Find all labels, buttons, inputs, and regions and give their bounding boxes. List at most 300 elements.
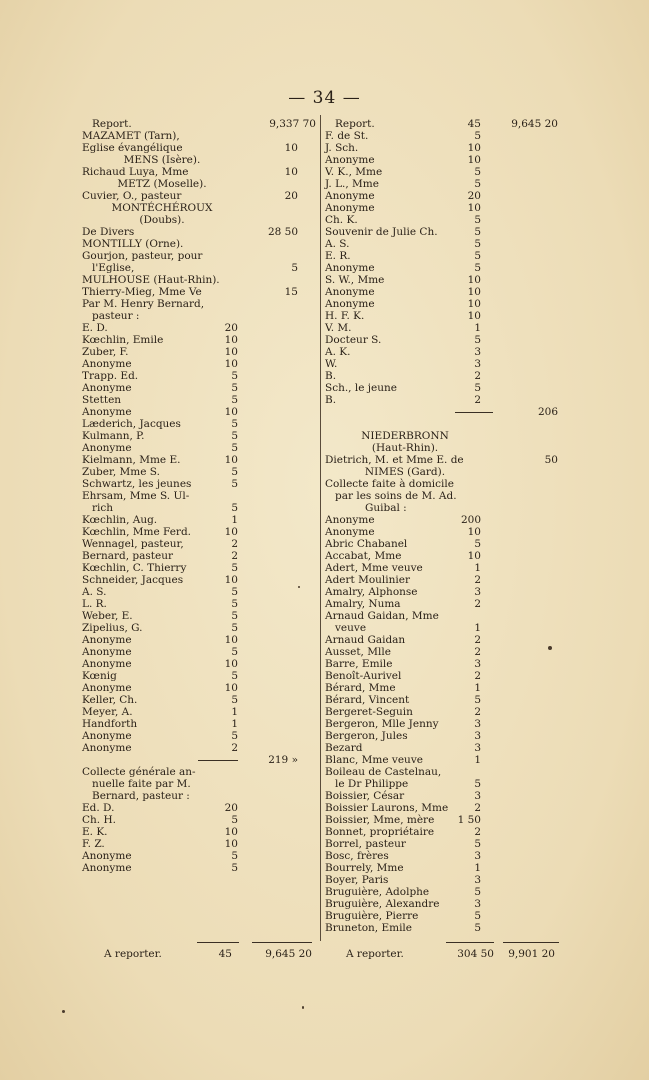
entry-label: Anonyme [325, 526, 375, 538]
entry-amount: 2 [474, 634, 481, 646]
entry-amount: 3 [474, 586, 481, 598]
entry-label: Bernard, pasteur : [92, 790, 190, 802]
entry-label: Ed. D. [82, 802, 115, 814]
entry-label: Amalry, Numa [325, 598, 401, 610]
ledger-row [82, 526, 318, 538]
ledger-row [325, 310, 562, 322]
entry-label: Anonyme [325, 202, 375, 214]
entry-amount: 2 [474, 646, 481, 658]
entry-amount: 5 [231, 622, 238, 634]
entry-label: Kœnig [82, 670, 117, 682]
ledger-row [82, 742, 318, 754]
entry-label: METZ (Moselle). [117, 178, 207, 190]
entry-label: H. F. K. [325, 310, 365, 322]
entry-amount: 10 [224, 454, 238, 466]
ledger-row [82, 310, 318, 322]
entry-amount: 20 [224, 802, 238, 814]
entry-amount: 5 [231, 382, 238, 394]
ledger-row [82, 814, 318, 826]
entry-label: S. W., Mme [325, 274, 385, 286]
entry-amount: 50 [544, 454, 558, 466]
entry-label: pasteur : [92, 310, 140, 322]
entry-label: Kulmann, P. [82, 430, 145, 442]
entry-amount: 5 [231, 394, 238, 406]
entry-label: A. K. [325, 346, 351, 358]
entry-amount: 5 [474, 226, 481, 238]
entry-amount: 10 [224, 346, 238, 358]
entry-label: L. R. [82, 598, 107, 610]
entry-amount: 1 [474, 622, 481, 634]
entry-amount: 10 [467, 298, 481, 310]
entry-label: nuelle faite par M. [92, 778, 191, 790]
entry-label: Report. [92, 118, 132, 130]
entry-amount: 5 [231, 862, 238, 874]
ledger-row [325, 394, 562, 406]
entry-amount: 10 [467, 550, 481, 562]
entry-amount: 20 [467, 190, 481, 202]
ledger-row [325, 214, 562, 226]
entry-label: Zipelius, G. [82, 622, 143, 634]
ledger-row [325, 670, 562, 682]
ledger-row [325, 862, 562, 874]
entry-label: Boissier, César [325, 790, 405, 802]
ledger-row [325, 910, 562, 922]
ledger-row [82, 382, 318, 394]
entry-amount: 2 [231, 742, 238, 754]
ledger-row [325, 922, 562, 934]
ledger-row [82, 694, 318, 706]
subtotal-rule [198, 760, 238, 761]
entry-label: Guibal : [365, 502, 407, 514]
ledger-row [325, 322, 562, 334]
ledger-row [325, 634, 562, 646]
entry-amount: 5 [474, 778, 481, 790]
ledger-row [82, 190, 318, 202]
entry-label: Blanc, Mme veuve [325, 754, 423, 766]
entry-label: Kœchlin, C. Thierry [82, 562, 187, 574]
entry-label: Ch. K. [325, 214, 358, 226]
entry-label: Eglise évangélique [82, 142, 183, 154]
entry-amount: 2 [231, 538, 238, 550]
ledger-row [325, 370, 562, 382]
entry-label: Weber, E. [82, 610, 133, 622]
ledger-row [325, 838, 562, 850]
entry-label: Kœchlin, Aug. [82, 514, 158, 526]
ledger-row [82, 478, 318, 490]
ledger-row [82, 118, 318, 130]
ledger-row [82, 286, 318, 298]
ledger-row [325, 718, 562, 730]
entry-label: Zuber, Mme S. [82, 466, 160, 478]
entry-amount: 10 [224, 826, 238, 838]
entry-amount: 9,337 70 [269, 118, 316, 130]
ledger-row [325, 598, 562, 610]
entry-label: le Dr Philippe [335, 778, 409, 790]
entry-label: Bruguière, Alexandre [325, 898, 440, 910]
entry-label: Bourrely, Mme [325, 862, 404, 874]
ledger-row [325, 898, 562, 910]
entry-amount: 10 [467, 274, 481, 286]
entry-amount: 3 [474, 658, 481, 670]
entry-label: Arnaud Gaidan, Mme [325, 610, 439, 622]
ink-speck [302, 1006, 304, 1009]
entry-label: Report. [335, 118, 375, 130]
entry-label: Gourjon, pasteur, pour [82, 250, 203, 262]
entry-label: MENS (Isère). [123, 154, 201, 166]
entry-label: Bergeron, Jules [325, 730, 408, 742]
ledger-row [82, 502, 318, 514]
ledger-row [325, 754, 562, 766]
entry-amount: 1 [231, 514, 238, 526]
entry-amount: 2 [474, 826, 481, 838]
entry-label: Kielmann, Mme E. [82, 454, 181, 466]
entry-amount: 5 [474, 178, 481, 190]
ledger-row [82, 154, 318, 166]
entry-label: Bruguière, Adolphe [325, 886, 430, 898]
ledger-row [82, 538, 318, 550]
entry-label: B. [325, 394, 337, 406]
entry-label: Anonyme [82, 358, 132, 370]
entry-label: veuve [335, 622, 367, 634]
entry-amount: 1 [474, 562, 481, 574]
entry-label: Anonyme [82, 442, 132, 454]
ledger-row [82, 718, 318, 730]
entry-label: Bosc, frères [325, 850, 389, 862]
ledger-row [82, 790, 318, 802]
entry-label: Bérard, Vincent [325, 694, 410, 706]
footer-rule-left-subtotal [197, 942, 239, 943]
entry-amount: 10 [467, 154, 481, 166]
entry-label: Barre, Emile [325, 658, 393, 670]
ledger-row [325, 502, 562, 514]
ledger-row [325, 142, 562, 154]
entry-amount: 10 [224, 526, 238, 538]
footer-rule-right-total [503, 942, 559, 943]
entry-amount: 3 [474, 718, 481, 730]
ledger-row [325, 682, 562, 694]
entry-label: Stetten [82, 394, 122, 406]
entry-label: F. Z. [82, 838, 105, 850]
entry-amount: 5 [474, 910, 481, 922]
ledger-row [82, 778, 318, 790]
entry-amount: 10 [284, 166, 298, 178]
entry-amount: 3 [474, 874, 481, 886]
ink-speck [548, 646, 552, 650]
ledger-row [82, 454, 318, 466]
entry-amount: 5 [474, 922, 481, 934]
entry-label: (Haut-Rhin). [371, 442, 439, 454]
entry-label: V. K., Mme [325, 166, 383, 178]
entry-label: Meyer, A. [82, 706, 133, 718]
ledger-row [82, 274, 318, 286]
entry-label: Amalry, Alphonse [325, 586, 418, 598]
entry-label: Anonyme [82, 382, 132, 394]
entry-amount: 1 [474, 322, 481, 334]
entry-amount: 2 [474, 394, 481, 406]
entry-amount: 5 [231, 478, 238, 490]
entry-amount: 5 [474, 214, 481, 226]
entry-label: Abric Chabanel [325, 538, 408, 550]
entry-amount: 1 [474, 862, 481, 874]
entry-label: F. de St. [325, 130, 369, 142]
entry-amount: 10 [224, 838, 238, 850]
ledger-row [325, 526, 562, 538]
entry-label: Bernard, pasteur [82, 550, 173, 562]
entry-amount: 3 [474, 742, 481, 754]
entry-label: E. K. [82, 826, 108, 838]
entry-amount: 3 [474, 898, 481, 910]
entry-label: l'Eglise, [92, 262, 135, 274]
ledger-row [82, 334, 318, 346]
entry-amount: 5 [231, 586, 238, 598]
entry-amount: 2 [474, 802, 481, 814]
entry-label: Ch. H. [82, 814, 116, 826]
entry-amount: 3 [474, 850, 481, 862]
ledger-row [325, 610, 562, 622]
ledger-row [325, 130, 562, 142]
ledger-row [325, 778, 562, 790]
subtotal-rule [455, 412, 493, 413]
entry-label: Anonyme [82, 406, 132, 418]
entry-label: rich [92, 502, 114, 514]
entry-amount: 20 [284, 190, 298, 202]
ink-speck [298, 586, 300, 588]
entry-label: J. L., Mme [325, 178, 379, 190]
entry-label: Anonyme [82, 682, 132, 694]
ledger-row [325, 154, 562, 166]
ledger-row [82, 466, 318, 478]
entry-label: W. [325, 358, 338, 370]
entry-amount: 5 [231, 814, 238, 826]
right-footer-subtotal: 304 50 [457, 948, 494, 960]
entry-label: Boissier, Mme, mère [325, 814, 435, 826]
ledger-row [82, 730, 318, 742]
ledger-row [82, 514, 318, 526]
ledger-row [325, 802, 562, 814]
entry-label: Richaud Luya, Mme [82, 166, 189, 178]
entry-amount: 10 [284, 142, 298, 154]
ledger-row [325, 454, 562, 466]
entry-label: Keller, Ch. [82, 694, 138, 706]
entry-amount: 5 [474, 538, 481, 550]
ledger-row [325, 358, 562, 370]
ledger-row [325, 334, 562, 346]
entry-amount: 5 [474, 838, 481, 850]
ledger-row [325, 418, 562, 430]
ledger-row [82, 394, 318, 406]
ledger-row [325, 382, 562, 394]
entry-label: Ehrsam, Mme S. Ul- [82, 490, 190, 502]
ledger-row [82, 682, 318, 694]
entry-label: MAZAMET (Tarn), [82, 130, 180, 142]
entry-amount: 200 [460, 514, 481, 526]
entry-amount: 5 [231, 430, 238, 442]
entry-amount: 5 [474, 166, 481, 178]
ledger-row [325, 430, 562, 442]
ledger-row [82, 634, 318, 646]
entry-label: Trapp. Ed. [82, 370, 139, 382]
entry-amount: 5 [231, 670, 238, 682]
ledger-row [325, 298, 562, 310]
left-footer-total: 9,645 20 [265, 948, 312, 960]
ledger-row [82, 670, 318, 682]
entry-label: Schneider, Jacques [82, 574, 184, 586]
entry-label: Læderich, Jacques [82, 418, 181, 430]
entry-amount: 10 [467, 310, 481, 322]
ledger-row [325, 166, 562, 178]
entry-amount: 5 [231, 442, 238, 454]
entry-label: Anonyme [82, 850, 132, 862]
entry-amount: 1 [474, 754, 481, 766]
entry-label: MONTILLY (Orne). [82, 238, 184, 250]
ledger-row [82, 862, 318, 874]
ledger-row [325, 286, 562, 298]
entry-amount: 3 [474, 346, 481, 358]
entry-amount: 10 [224, 406, 238, 418]
ledger-row [325, 346, 562, 358]
ledger-row [82, 142, 318, 154]
entry-label: Kœchlin, Emile [82, 334, 164, 346]
entry-amount: 5 [231, 694, 238, 706]
ledger-row [325, 118, 562, 130]
entry-label: par les soins de M. Ad. [335, 490, 457, 502]
entry-amount: 1 [231, 706, 238, 718]
ledger-row [82, 802, 318, 814]
entry-amount: 2 [231, 550, 238, 562]
entry-label: Cuvier, O., pasteur [82, 190, 182, 202]
entry-amount: 5 [231, 562, 238, 574]
ledger-row [82, 646, 318, 658]
entry-label: Bergeron, Mlle Jenny [325, 718, 439, 730]
entry-label: A. S. [325, 238, 350, 250]
entry-amount: 10 [467, 286, 481, 298]
ledger-row [82, 754, 318, 766]
entry-amount: 9,645 20 [511, 118, 558, 130]
ledger-row [82, 298, 318, 310]
entry-label: Schwartz, les jeunes [82, 478, 192, 490]
entry-label: Anonyme [82, 646, 132, 658]
ledger-row [325, 622, 562, 634]
entry-label: Handforth [82, 718, 138, 730]
ledger-row [82, 250, 318, 262]
entry-label: Arnaud Gaidan [325, 634, 406, 646]
ledger-row [325, 886, 562, 898]
entry-amount: 5 [474, 334, 481, 346]
entry-label: Anonyme [82, 634, 132, 646]
entry-amount: 5 [474, 262, 481, 274]
ledger-row [325, 658, 562, 670]
ledger-row [82, 130, 318, 142]
ledger-row [325, 562, 562, 574]
entry-label: V. M. [325, 322, 352, 334]
entry-label: Bonnet, propriétaire [325, 826, 435, 838]
ledger-row [82, 166, 318, 178]
entry-label: Adert Moulinier [325, 574, 410, 586]
ledger-row [82, 574, 318, 586]
entry-label: Ausset, Mlle [325, 646, 391, 658]
ledger-row [325, 550, 562, 562]
ledger-row [82, 358, 318, 370]
entry-amount: 5 [231, 646, 238, 658]
ledger-row [325, 790, 562, 802]
entry-amount: 28 50 [267, 226, 298, 238]
ledger-row [325, 538, 562, 550]
entry-amount: 2 [474, 370, 481, 382]
entry-amount: 10 [467, 526, 481, 538]
ledger-row [325, 730, 562, 742]
entry-label: Accabat, Mme [325, 550, 402, 562]
ledger-row [325, 178, 562, 190]
ledger-row [82, 598, 318, 610]
entry-label: Anonyme [325, 262, 375, 274]
ledger-row [82, 766, 318, 778]
ledger-row [325, 814, 562, 826]
entry-label: Boileau de Castelnau, [325, 766, 442, 778]
entry-amount: 5 [291, 262, 298, 274]
entry-label: Borrel, pasteur [325, 838, 406, 850]
ledger-row [82, 214, 318, 226]
entry-label: Anonyme [325, 298, 375, 310]
page-number: — 34 — [288, 88, 361, 108]
entry-label: Anonyme [82, 730, 132, 742]
ledger-row [325, 442, 562, 454]
entry-label: Sch., le jeune [325, 382, 397, 394]
ledger-row [325, 646, 562, 658]
entry-label: Bezard [325, 742, 363, 754]
entry-amount: 15 [284, 286, 298, 298]
ledger-row [325, 202, 562, 214]
ledger-row [325, 226, 562, 238]
ledger-row [325, 478, 562, 490]
entry-label: Anonyme [82, 862, 132, 874]
entry-amount: 10 [224, 658, 238, 670]
entry-label: De Divers [82, 226, 135, 238]
entry-label: J. Sch. [325, 142, 359, 154]
left-footer-label: A reporter. [104, 948, 162, 960]
ledger-row [325, 190, 562, 202]
entry-label: Bruguière, Pierre [325, 910, 419, 922]
ledger-row [82, 262, 318, 274]
entry-amount: 1 50 [457, 814, 481, 826]
entry-amount: 5 [474, 886, 481, 898]
entry-label: Anonyme [325, 154, 375, 166]
entry-amount: 5 [474, 250, 481, 262]
entry-amount: 5 [474, 238, 481, 250]
entry-amount: 5 [231, 370, 238, 382]
entry-label: Anonyme [325, 514, 375, 526]
ledger-row [82, 442, 318, 454]
entry-amount: 10 [224, 574, 238, 586]
entry-amount: 3 [474, 730, 481, 742]
entry-label: E. D. [82, 322, 108, 334]
ledger-row [325, 706, 562, 718]
entry-label: Kœchlin, Mme Ferd. [82, 526, 192, 538]
right-column [325, 118, 562, 934]
ledger-row [82, 562, 318, 574]
ledger-row [82, 706, 318, 718]
ledger-row [325, 694, 562, 706]
ledger-row [82, 322, 318, 334]
entry-label: Par M. Henry Bernard, [82, 298, 205, 310]
entry-amount: 5 [231, 466, 238, 478]
ledger-row [325, 262, 562, 274]
entry-label: Zuber, F. [82, 346, 129, 358]
entry-label: Docteur S. [325, 334, 382, 346]
entry-label: Anonyme [325, 190, 375, 202]
entry-label: Collecte faite à domicile [325, 478, 454, 490]
entry-amount: 1 [474, 682, 481, 694]
entry-label: Adert, Mme veuve [325, 562, 423, 574]
